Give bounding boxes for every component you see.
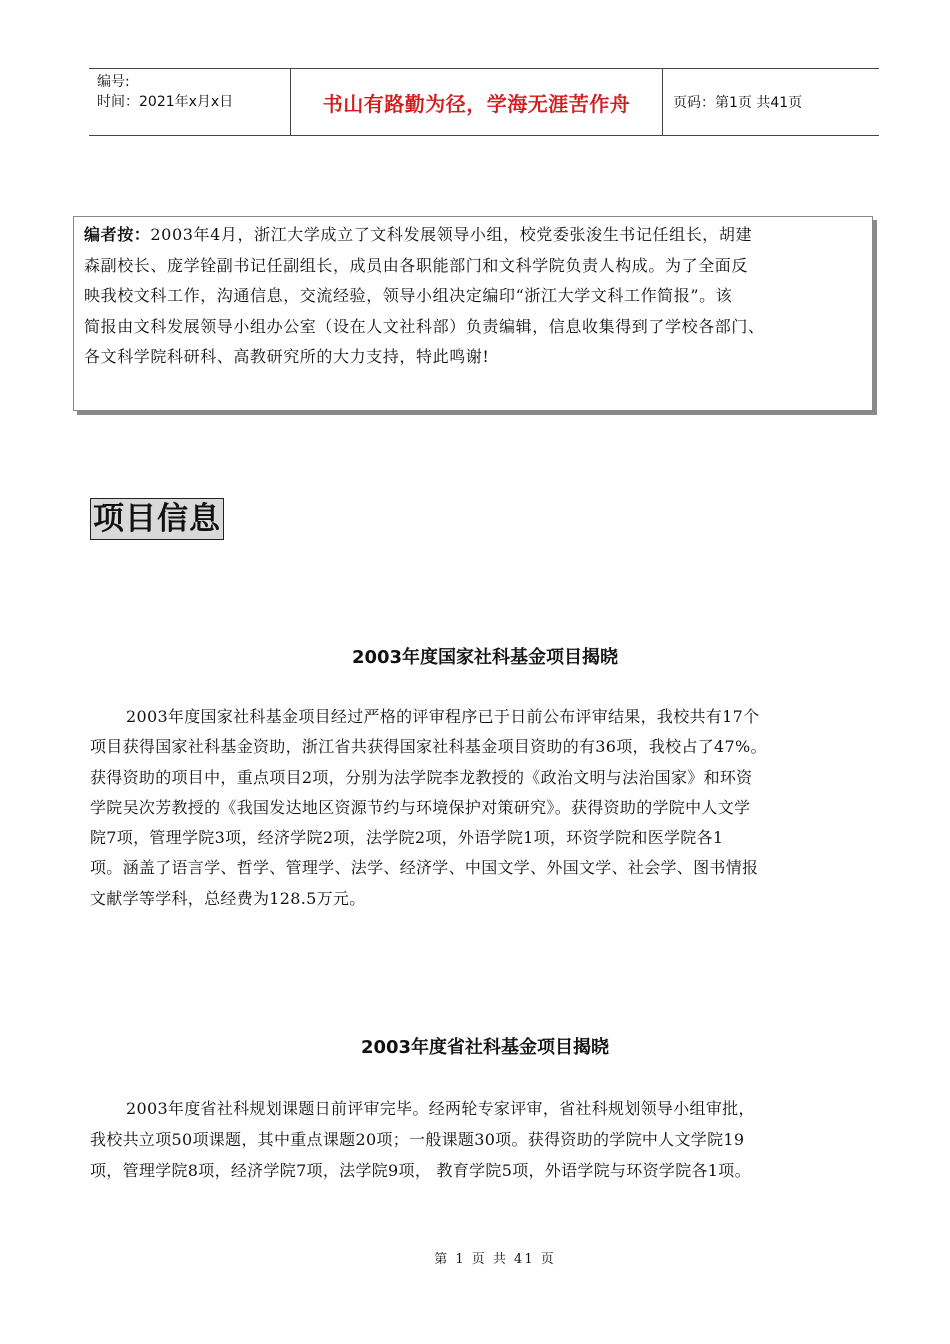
paragraph-line: 院7项，管理学院3项，经济学院2项，法学院2项，外语学院1项，环资学院和医学院各1	[90, 828, 724, 848]
paragraph-line: 学院吴次芳教授的《我国发达地区资源节约与环境保护对策研究》。获得资助的学院中人文学	[90, 797, 751, 817]
editor-note-box	[73, 216, 873, 411]
document-header	[89, 68, 879, 136]
page-footer: 第 1 页 共 41 页	[434, 1252, 556, 1267]
editor-note-line: 森副校长、庞学铨副书记任副组长，成员由各职能部门和文科学院负责人构成。为了全面反	[84, 255, 749, 275]
header-meta	[89, 69, 291, 135]
header-motto: 书山有路勤为径，学海无涯苦作舟	[291, 69, 663, 135]
paragraph-line: 项目获得国家社科基金资助，浙江省共获得国家社科基金项目资助的有36项，我校占了47%。	[90, 737, 767, 757]
paragraph-line: 项，管理学院8项，经济学院7项，法学院9项， 教育学院5项，外语学院与环资学院各1项。	[90, 1161, 751, 1180]
header-number: 编号:	[97, 74, 130, 90]
article-title: 2003年度省社科基金项目揭晓	[360, 1037, 610, 1058]
header-time: 时间：2021年x月x日	[97, 94, 234, 110]
editor-note-label: 编者按：	[84, 225, 151, 244]
editor-note-line: 各文科学院科研科、高教研究所的大力支持，特此鸣谢!	[84, 347, 490, 366]
article-paragraph	[90, 702, 880, 914]
section-heading: 项目信息	[90, 498, 224, 540]
article-paragraph	[90, 1093, 880, 1186]
header-page-info: 页码：第1页 共41页	[673, 95, 803, 111]
paragraph-line: 2003年度省社科规划课题日前评审完毕。经两轮专家评审，省社科规划领导小组审批，	[126, 1099, 755, 1118]
editor-note-line: 简报由文科发展领导小组办公室（设在人文社科部）负责编辑，信息收集得到了学校各部门、	[84, 316, 765, 336]
paragraph-line: 2003年度国家社科基金项目经过严格的评审程序已于日前公布评审结果，我校共有17个	[126, 707, 760, 726]
paragraph-line: 文献学等学科，总经费为128.5万元。	[90, 888, 366, 908]
editor-note-line: 映我校文科工作，沟通信息，交流经验，领导小组决定编印“浙江大学文科工作简报”。该	[84, 286, 733, 305]
article-title: 2003年度国家社科基金项目揭晓	[351, 647, 619, 668]
editor-note-line: 2003年4月，浙江大学成立了文科发展领导小组，校党委张浚生书记任组长，胡建	[150, 225, 753, 244]
paragraph-line: 项。涵盖了语言学、哲学、管理学、法学、经济学、中国文学、外国文学、社会学、图书情报	[90, 858, 759, 878]
paragraph-line: 获得资助的项目中，重点项目2项，分别为法学院李龙教授的《政治文明与法治国家》和环资	[90, 767, 753, 787]
paragraph-line: 我校共立项50项课题，其中重点课题20项；一般课题30项。获得资助的学院中人文学院19	[90, 1130, 745, 1149]
